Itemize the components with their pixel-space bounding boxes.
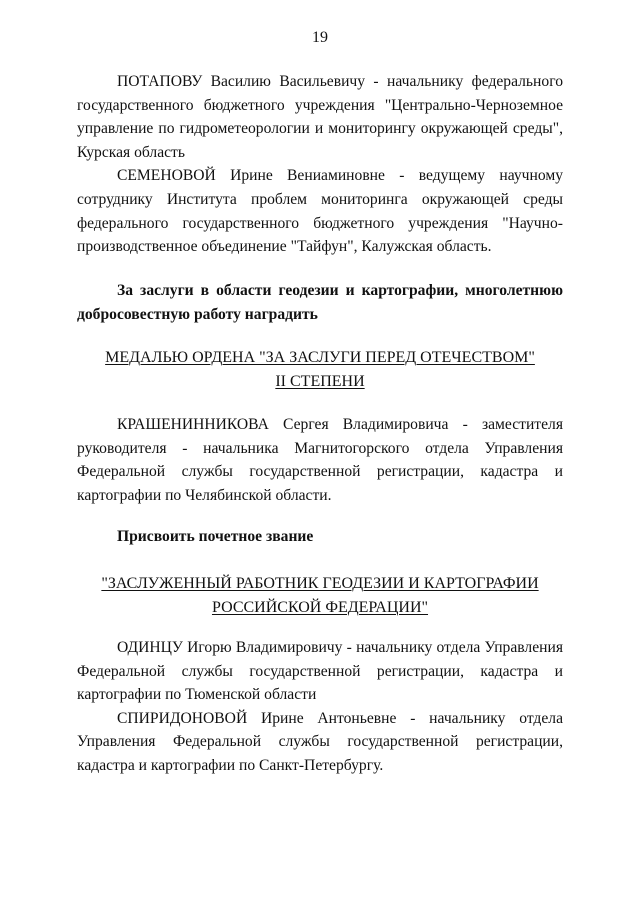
honorary-title-line: "ЗАСЛУЖЕННЫЙ РАБОТНИК ГЕОДЕЗИИ И КАРТОГРАФИИ (101, 575, 539, 592)
page-number: 19 (312, 29, 328, 46)
awardee-entry: КРАШЕНИННИКОВА Сергея Владимировича - заместителя руководителя - начальника Магнитогорского отдела Управления Федеральной службы государственной регистрации, кадастра и картографии по Челябинской области. (77, 416, 563, 504)
awardee-list-2 (77, 413, 563, 507)
section-heading (77, 525, 563, 549)
honorary-title (77, 572, 563, 620)
awardee-entry: ОДИНЦУ Игорю Владимировичу - начальнику отдела Управления Федеральной службы государственной регистрации, кадастра и картографии по Тюменской области (77, 639, 563, 704)
award-title-line: МЕДАЛЬЮ ОРДЕНА "ЗА ЗАСЛУГИ ПЕРЕД ОТЕЧЕСТВОМ" (105, 349, 535, 366)
awardee-entry: ПОТАПОВУ Василию Васильевичу - начальнику федерального государственного бюджетного учреждения "Центрально-Черноземное управление по гидрометеорологии и мониторингу окружающей среды", Курская область (77, 73, 563, 161)
awardee-list-1 (77, 70, 563, 259)
award-heading: За заслуги в области геодезии и картографии, многолетнюю добросовестную работу наградить (77, 282, 563, 323)
awardee-entry: СПИРИДОНОВОЙ Ирине Антоньевне - начальнику отдела Управления Федеральной службы государственной регистрации, кадастра и картографии по Санкт-Петербургу. (77, 709, 563, 774)
awardee-list-3 (77, 636, 563, 778)
title-heading: Присвоить почетное звание (117, 528, 314, 545)
award-title (77, 346, 563, 394)
section-heading (77, 279, 563, 326)
honorary-title-line: РОССИЙСКОЙ ФЕДЕРАЦИИ" (211, 599, 429, 616)
awardee-entry: СЕМЕНОВОЙ Ирине Вениаминовне - ведущему научному сотруднику Института проблем мониторинга окружающей среды федерального государственного бюджетного учреждения "Научно-производственное объединение "Тайфун", Калужская область. (77, 167, 563, 256)
award-title-line: II СТЕПЕНИ (275, 373, 365, 390)
